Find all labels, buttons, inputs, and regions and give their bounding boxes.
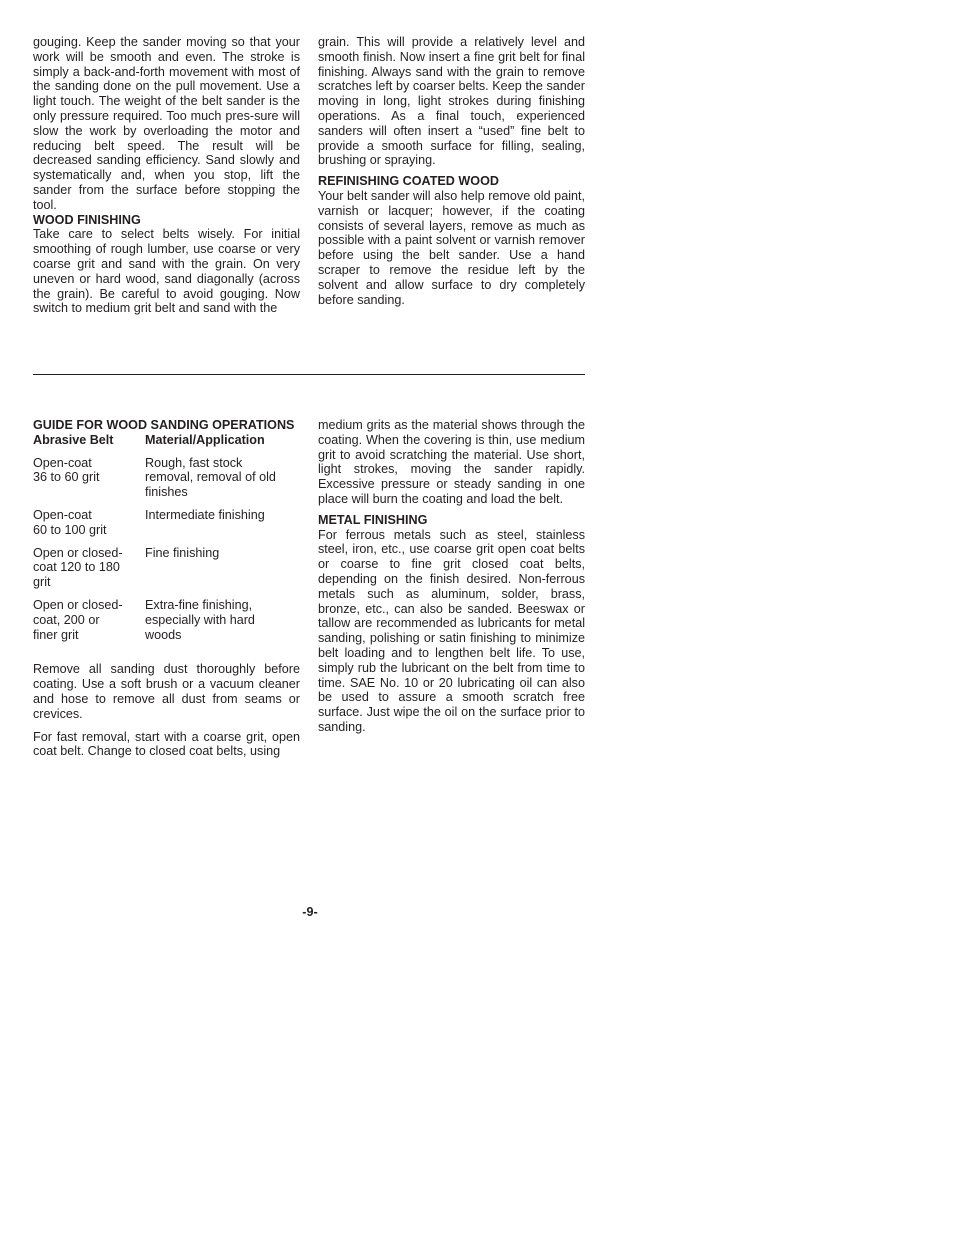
page-number: -9- [302,905,318,919]
refinishing-coated-wood-paragraph: Your belt sander will also help remove old paint, varnish or lacquer; however, if the coating consists of several layers, remove as much as possible with a paint solvent or varnish remover before using the belt sander. Use a hand scraper to remove the residue left by the solvent and allow surface to dry completely before sanding. [318,188,585,307]
column-3 [33,418,300,759]
fast-removal-paragraph: For fast removal, start with a coarse grit, open coat belt. Change to closed coat belts, using [33,729,300,759]
abrasive-belt-cell: Open or closed- coat 120 to 180 grit [33,545,123,590]
material-application-cell: Fine finishing [145,545,220,560]
metal-finishing-heading: METAL FINISHING [318,512,428,527]
material-application-cell: Intermediate finishing [145,507,265,522]
guide-title: GUIDE FOR WOOD SANDING OPERATIONS [33,418,295,432]
column-1 [33,35,300,316]
sanding-guide-table [33,433,300,663]
table-row [33,546,300,598]
abrasive-belt-cell: Open-coat 60 to 100 grit [33,507,107,537]
column-2 [318,35,585,307]
metal-finishing-paragraph: For ferrous metals such as steel, stainless steel, iron, etc., use coarse grit open coat belts or coarse to fine grit closed coat belts, depending on the finish desired. Non-ferrous metals such as aluminum, solder, brass, bronze, etc., can also be sanded. Beeswax or tallow are recommended as lubricants for metal sanding, polishing or satin finishing to minimize belt loading and to lengthen belt life. To use, simply rub the lubricant on the belt from time to time. SAE No. 10 or 20 lubricating oil can also be used to assure a smooth scratch free surface. Just wipe the oil on the surface prior to sanding. [318,527,585,734]
wood-finishing-paragraph: Take care to select belts wisely. For initial smoothing of rough lumber, use coarse or very coarse grit and sand with the grain. On very uneven or hard wood, sand diagonally (across the grain). Be careful to avoid gouging. Now switch to medium grit belt and sand with the [33,227,300,316]
refinishing-coated-wood-heading: REFINISHING COATED WOOD [318,174,499,189]
table-row [33,598,300,662]
abrasive-belt-cell: Open-coat 36 to 60 grit [33,455,100,485]
coating-paragraph: medium grits as the material shows through the coating. When the covering is thin, use medium grit to avoid scratching the material. Use short, light strokes, moving the sander rapidly. Excessive pressure or steady sanding in one place will burn the coating and load the belt. [318,418,585,506]
table-row [33,508,300,546]
abrasive-belt-cell: Open or closed- coat, 200 or finer grit [33,597,123,642]
sanding-technique-paragraph: gouging. Keep the sander moving so that your work will be smooth and even. The stroke is simply a back-and-forth movement with most of the sanding done on the pull movement. Use a light touch. The weight of the belt sander is the only pressure required. Too much pres-sure will slow the work by overloading the motor and reducing belt speed. The result will be decreased sanding efficiency. Sand slowly and systematically and, when you stop, lift the sander from the surface before stopping the tool. [33,35,300,212]
material-application-cell: Rough, fast stock removal, removal of old finishes [145,455,276,500]
section-divider [33,374,585,375]
table-row [33,456,300,508]
column-4 [318,418,585,735]
dust-removal-paragraph: Remove all sanding dust thoroughly before coating. Use a soft brush or a vacuum cleaner and hose to remove all dust from seams or crevices. [33,662,300,721]
wood-finishing-heading: WOOD FINISHING [33,212,141,227]
material-application-header: Material/Application [145,432,265,447]
material-application-cell: Extra-fine finishing, especially with hard woods [145,597,255,642]
abrasive-belt-header: Abrasive Belt [33,432,114,447]
wood-finishing-continued-paragraph: grain. This will provide a relatively level and smooth finish. Now insert a fine grit belt for final finishing. Always sand with the grain to remove scratches left by coarser belts. Keep the sander moving in long, light strokes during finishing operations. As a final touch, experienced sanders will often insert a “used” fine belt to provide a smooth surface for filling, sealing, brushing or spraying. [318,35,585,168]
table-header-row [33,433,300,456]
